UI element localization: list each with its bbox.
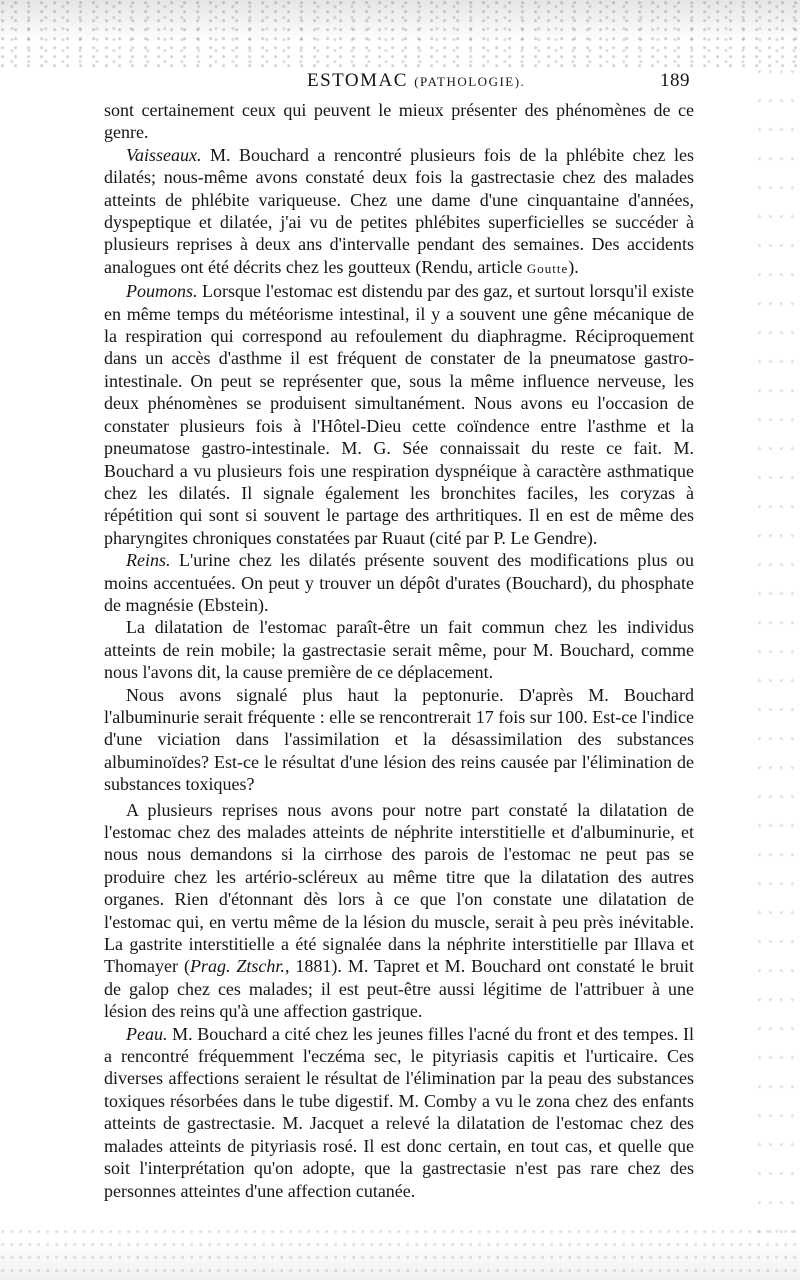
running-title-main: ESTOMAC — [307, 70, 408, 91]
page-body — [104, 99, 694, 1202]
scan-noise-top — [0, 0, 800, 70]
journal-reference: Prag. Ztschr. — [189, 956, 285, 977]
paragraph-tail: , 1881). M. Tapret et M. Bouchard ont constaté le bruit de galop chez ces malades; il est peut-être aussi légitime de l'attribuer à une lésion des reins qu'à une affection gastrique. — [104, 956, 694, 1022]
paragraph-continuation — [104, 99, 694, 144]
paragraph-body: Nous avons signalé plus haut la peptonurie. D'après M. Bouchard l'albuminurie serait fréquente : elle se rencontrerait 17 fois sur 100. Est-ce l'indice d'une viciation dans l'assimilation et la désassimilation des substances albuminoïdes? Est-ce le résultat d'une lésion des reins causée par l'élimination de substances toxiques? — [104, 684, 694, 795]
paragraph-peptonurie — [104, 684, 694, 796]
section-lead: Reins. — [126, 550, 171, 571]
paragraph-body: L'urine chez les dilatés présente souvent des modifications plus ou moins accentuées. On peut y trouver un dépôt d'urates (Bouchard), du phosphate de magnésie (Ebstein). — [104, 550, 695, 615]
paragraph-body: Lorsque l'estomac est distendu par des gaz, et surtout lorsqu'il existe en même temps du météorisme intestinal, il y a souvent une gêne mécanique de la respiration qui correspond au refoulement du diaphragme. Réciproquement dans un accès d'asthme il est fréquent de constater de la pneumatose gastro-intestinale. On peut se représenter que, sous la même influence nerveuse, les deux phénomènes se produisent simultanément. Nous avons eu l'occasion de constater plusieurs fois à l'Hôtel-Dieu cette coïndence entre l'asthme et la pneumatose gastro-intestinale. M. G. Sée connaissait du reste ce fait. M. Bouchard a vu plusieurs fois une respiration dyspnéique à caractère asthmatique chez les dilatés. Il signale également les bronchites faciles, les coryzas à répétition qui sont si souvent le partage des arthritiques. Il en est de même des pharyngites chroniques constatées par Ruaut (cité par P. Le Gendre). — [104, 281, 695, 548]
scan-noise-right — [755, 60, 800, 1240]
running-title-sub: (PATHOLOGIE). — [414, 74, 526, 89]
paragraph-body: A plusieurs reprises nous avons pour notre part constaté la dilatation de l'estomac chez des malades atteints de néphrite interstitielle et d'albuminurie, et nous nous demandons si la cirrhose des parois de l'estomac ne peut pas se produire chez les artério-scléreux au même titre que la dilatation des autres organes. Rien d'étonnant dès lors à ce que l'on constate une dilatation de l'estomac qui, en vertu même de la lésion du muscle, serait à peu près inévitable. La gastrite interstitielle a été signalée dans la néphrite interstitielle par Illava et Thomayer ( — [104, 799, 694, 977]
paragraph-tail: ). — [568, 256, 579, 277]
paragraph-rein-mobile — [104, 616, 694, 683]
paragraph-body: M. Bouchard a rencontré plusieurs fois de la phlébite chez les dilatés; nous-même avons constaté deux fois la gastrectasie chez des malades atteints de phlébite variqueuse. Chez une dame d'une cinquantaine d'années, dyspeptique et dilatée, j'ai vu de petites phlébites superficielles se succéder à plusieurs reprises à deux ans d'intervalle pendant des semaines. Des accidents analogues ont été décrits chez les goutteux (Rendu, article — [104, 144, 694, 277]
running-header — [100, 70, 690, 96]
scan-noise-bottom — [0, 1225, 800, 1280]
reference-article: Goutte — [526, 260, 569, 276]
section-lead: Vaisseaux. — [126, 144, 202, 165]
paragraph-reins — [104, 549, 694, 616]
paragraph-poumons — [104, 280, 694, 549]
section-lead: Poumons. — [126, 281, 198, 302]
paragraph-body: La dilatation de l'estomac paraît-être un fait commun chez les individus atteints de rein mobile; la gastrectasie serait même, pour M. Bouchard, comme nous l'avons dit, la cause première de ce déplacement. — [104, 617, 694, 683]
paragraph-vaisseaux — [104, 144, 694, 280]
paragraph-peau — [104, 1023, 694, 1202]
paragraph-nephrite — [104, 799, 694, 1023]
paragraph-body: M. Bouchard a cité chez les jeunes filles l'acné du front et des tempes. Il a rencontré fréquemment l'eczéma sec, le pityriasis capitis et l'urticaire. Ces diverses affections seraient le résultat de l'élimination par la peau des substances toxiques résorbées dans le tube digestif. M. Comby a vu le zona chez des enfants atteints de gastrectasie. M. Jacquet a relevé la dilatation de l'estomac chez des malades atteints de pityriasis rosé. Il est donc certain, en tout cas, et quelle que soit l'interprétation qu'on adopte, que la gastrectasie n'est pas rare chez des personnes atteintes d'une affection cutanée. — [104, 1023, 695, 1201]
paragraph-body: sont certainement ceux qui peuvent le mieux présenter des phénomènes de ce genre. — [104, 100, 694, 143]
page-number: 189 — [660, 70, 690, 91]
running-title — [307, 70, 525, 92]
section-lead: Peau. — [126, 1023, 168, 1044]
